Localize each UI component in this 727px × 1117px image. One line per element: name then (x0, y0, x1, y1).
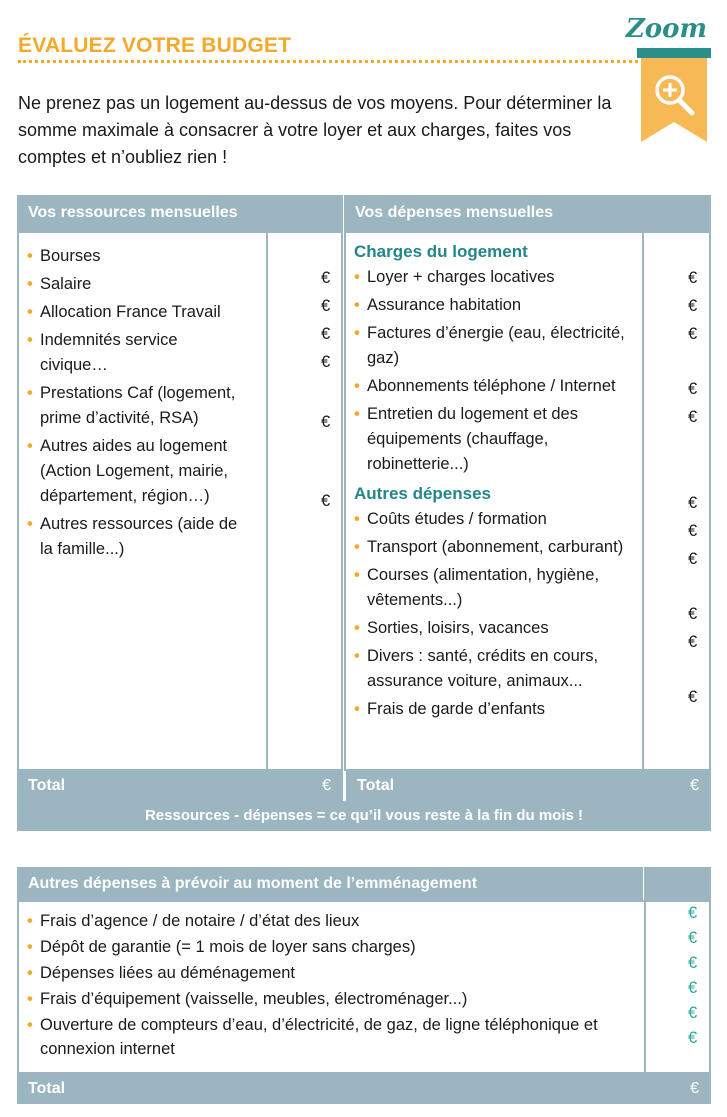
euro-sign: € (688, 1029, 698, 1047)
list-item: • Autres aides au logement (Action Logement, mairie, département, région…) (27, 434, 247, 509)
housing-charges-title: Charges du logement (354, 242, 528, 261)
euro-sign: € (688, 494, 698, 512)
other-expenses-title: Autres dépenses (354, 484, 491, 503)
euro-sign: € (688, 904, 698, 922)
euro-sign: € (688, 633, 698, 651)
expenses-total: Total € (346, 771, 711, 801)
euro-sign: € (688, 688, 698, 706)
other-expenses-list (354, 507, 636, 722)
list-item: • Divers : santé, crédits en cours, assurance voiture, animaux... (354, 644, 636, 694)
euro-sign: € (321, 269, 331, 287)
magnifier-plus-icon (637, 48, 711, 144)
zoom-label: Zoom (625, 14, 707, 44)
intro-text: Ne prenez pas un logement au-dessus de vos moyens. Pour déterminer la somme maximale à consacrer à votre loyer et aux charges, faites vos comptes et n’oubliez rien ! (18, 93, 612, 167)
expenses-header: Vos dépenses mensuelles (344, 195, 711, 231)
list-item: • Bourses (27, 244, 247, 269)
euro-sign: € (321, 492, 331, 510)
euro-sign: € (321, 325, 331, 343)
resources-total: Total € (17, 771, 343, 801)
list-item: • Courses (alimentation, hygiène, vêtements...) (354, 563, 636, 613)
list-item: • Factures d’énergie (eau, électricité, gaz) (354, 321, 636, 371)
euro-sign: € (321, 297, 331, 315)
euro-sign: € (688, 269, 698, 287)
list-item: • Salaire (27, 272, 247, 297)
euro-sign: € (688, 380, 698, 398)
list-item: • Prestations Caf (logement, prime d’activité, RSA) (27, 381, 247, 431)
balance-bar: Ressources - dépenses = ce qu’il vous reste à la fin du mois ! (17, 801, 711, 831)
list-item: • Dépôt de garantie (= 1 mois de loyer sans charges) (27, 935, 627, 959)
resources-header: Vos ressources mensuelles (17, 195, 343, 231)
page-title: ÉVALUEZ VOTRE BUDGET (18, 34, 292, 57)
list-item: • Loyer + charges locatives (354, 265, 636, 290)
moving-list (27, 909, 627, 1063)
euro-sign: € (321, 353, 331, 371)
list-item: • Frais de garde d’enfants (354, 697, 636, 722)
list-item: • Allocation France Travail (27, 300, 247, 325)
list-item: • Indemnités service civique… (27, 328, 247, 378)
list-item: • Frais d’agence / de notaire / d’état des lieux (27, 909, 627, 933)
euro-sign: € (688, 522, 698, 540)
euro-sign: € (688, 325, 698, 343)
euro-sign: € (688, 605, 698, 623)
list-item: • Frais d’équipement (vaisselle, meubles, électroménager...) (27, 987, 627, 1011)
list-item: • Coûts études / formation (354, 507, 636, 532)
list-item: • Dépenses liées au déménagement (27, 961, 627, 985)
monthly-budget-table (17, 195, 711, 831)
euro-sign: € (688, 297, 698, 315)
expenses-body (344, 231, 711, 771)
list-item: • Entretien du logement et des équipements (chauffage, robinetterie...) (354, 402, 636, 477)
euro-sign: € (688, 1004, 698, 1022)
euro-sign: € (688, 979, 698, 997)
list-item: • Transport (abonnement, carburant) (354, 535, 636, 560)
moving-costs-table (17, 867, 711, 1104)
euro-sign: € (688, 929, 698, 947)
list-item: • Abonnements téléphone / Internet (354, 374, 636, 399)
list-item: • Ouverture de compteurs d’eau, d’électricité, de gaz, de ligne téléphonique et connexion internet (27, 1013, 627, 1061)
moving-total: Total € (17, 1074, 711, 1104)
moving-body (17, 900, 711, 1074)
euro-sign: € (688, 408, 698, 426)
resources-body (17, 231, 343, 771)
moving-header: Autres dépenses à prévoir au moment de l’emménagement (17, 867, 643, 900)
moving-header-amount (644, 867, 711, 900)
resources-list (27, 244, 247, 565)
euro-sign: € (321, 413, 331, 431)
list-item: • Assurance habitation (354, 293, 636, 318)
euro-sign: € (688, 550, 698, 568)
list-item: • Autres ressources (aide de la famille...) (27, 512, 247, 562)
list-item: • Sorties, loisirs, vacances (354, 616, 636, 641)
euro-sign: € (688, 954, 698, 972)
housing-charges-list (354, 265, 636, 477)
title-dotted-rule (18, 60, 667, 63)
